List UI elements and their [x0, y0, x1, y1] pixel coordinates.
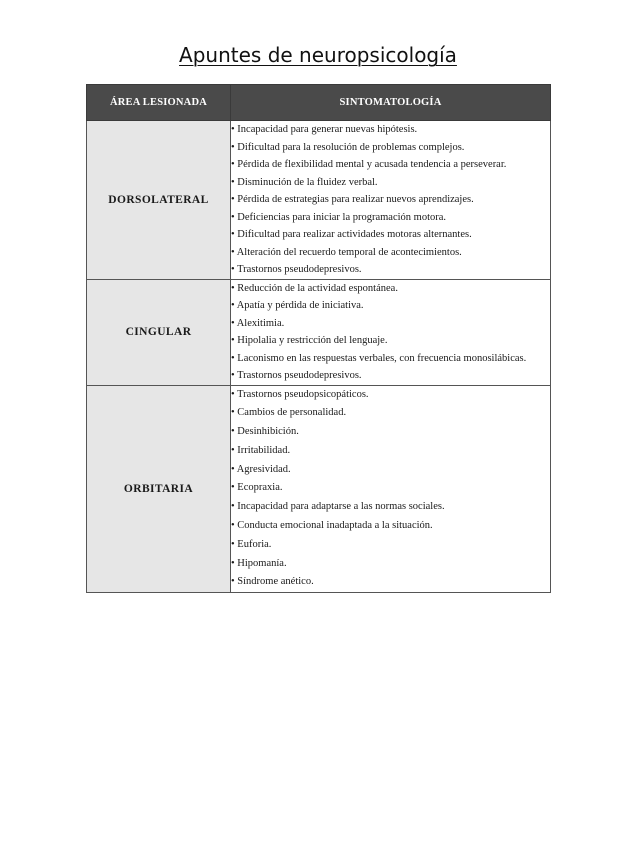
- header-symptoms: SINTOMATOLOGÍA: [231, 85, 551, 121]
- symptom-item: • Desinhibición.: [231, 426, 299, 438]
- symptom-item: • Pérdida de estrategias para realizar nuevos aprendizajes.: [231, 194, 474, 205]
- symptom-item: • Dificultad para realizar actividades motoras alternantes.: [231, 229, 472, 240]
- symptoms-cell-dorsolateral: [231, 121, 551, 280]
- symptom-list: [231, 386, 550, 593]
- symptom-item: • Disminución de la fluidez verbal.: [231, 176, 378, 188]
- lesion-symptoms-table: [86, 84, 551, 593]
- area-label-orbitaria: ORBITARIA: [87, 385, 231, 593]
- symptom-item: • Síndrome anético.: [231, 576, 314, 588]
- symptom-item: • Trastornos pseudopsicopáticos.: [231, 388, 369, 400]
- symptom-item: • Agresividad.: [231, 463, 291, 475]
- area-label-cingular: CINGULAR: [87, 279, 231, 385]
- symptom-item: • Conducta emocional inadaptada a la situación.: [231, 520, 433, 532]
- symptom-item: • Trastornos pseudodepresivos.: [231, 370, 362, 381]
- header-area: ÁREA LESIONADA: [87, 85, 231, 121]
- table-row: [87, 385, 551, 593]
- symptoms-cell-orbitaria: [231, 385, 551, 593]
- symptom-item: • Pérdida de flexibilidad mental y acusada tendencia a perseverar.: [231, 159, 507, 170]
- symptom-item: • Reducción de la actividad espontánea.: [231, 282, 398, 294]
- symptom-item: • Dificultad para la resolución de problemas complejos.: [231, 141, 465, 153]
- symptom-list: [231, 121, 550, 279]
- symptom-item: • Ecopraxia.: [231, 482, 283, 494]
- table-header-row: [87, 85, 551, 121]
- symptom-item: • Incapacidad para adaptarse a las normas sociales.: [231, 501, 445, 513]
- symptom-item: • Apatía y pérdida de iniciativa.: [231, 300, 364, 311]
- symptom-item: • Hipomanía.: [231, 557, 287, 569]
- symptom-item: • Laconismo en las respuestas verbales, con frecuencia monosilábicas.: [231, 352, 527, 364]
- symptom-item: • Irritabilidad.: [231, 444, 291, 456]
- symptom-item: • Deficiencias para iniciar la programación motora.: [231, 211, 447, 223]
- symptom-list: [231, 280, 550, 385]
- symptom-item: • Alexitimia.: [231, 317, 285, 329]
- symptom-item: • Cambios de personalidad.: [231, 407, 347, 419]
- symptom-item: • Hipolalia y restricción del lenguaje.: [231, 335, 388, 346]
- symptoms-cell-cingular: [231, 279, 551, 385]
- page-title: Apuntes de neuropsicología: [179, 43, 457, 67]
- symptom-item: • Euforia.: [231, 538, 272, 550]
- table-row: [87, 121, 551, 280]
- area-label-dorsolateral: DORSOLATERAL: [87, 121, 231, 280]
- symptom-item: • Incapacidad para generar nuevas hipótesis.: [231, 124, 418, 135]
- symptom-item: • Trastornos pseudodepresivos.: [231, 264, 362, 275]
- table-row: [87, 279, 551, 385]
- symptom-item: • Alteración del recuerdo temporal de acontecimientos.: [231, 246, 462, 258]
